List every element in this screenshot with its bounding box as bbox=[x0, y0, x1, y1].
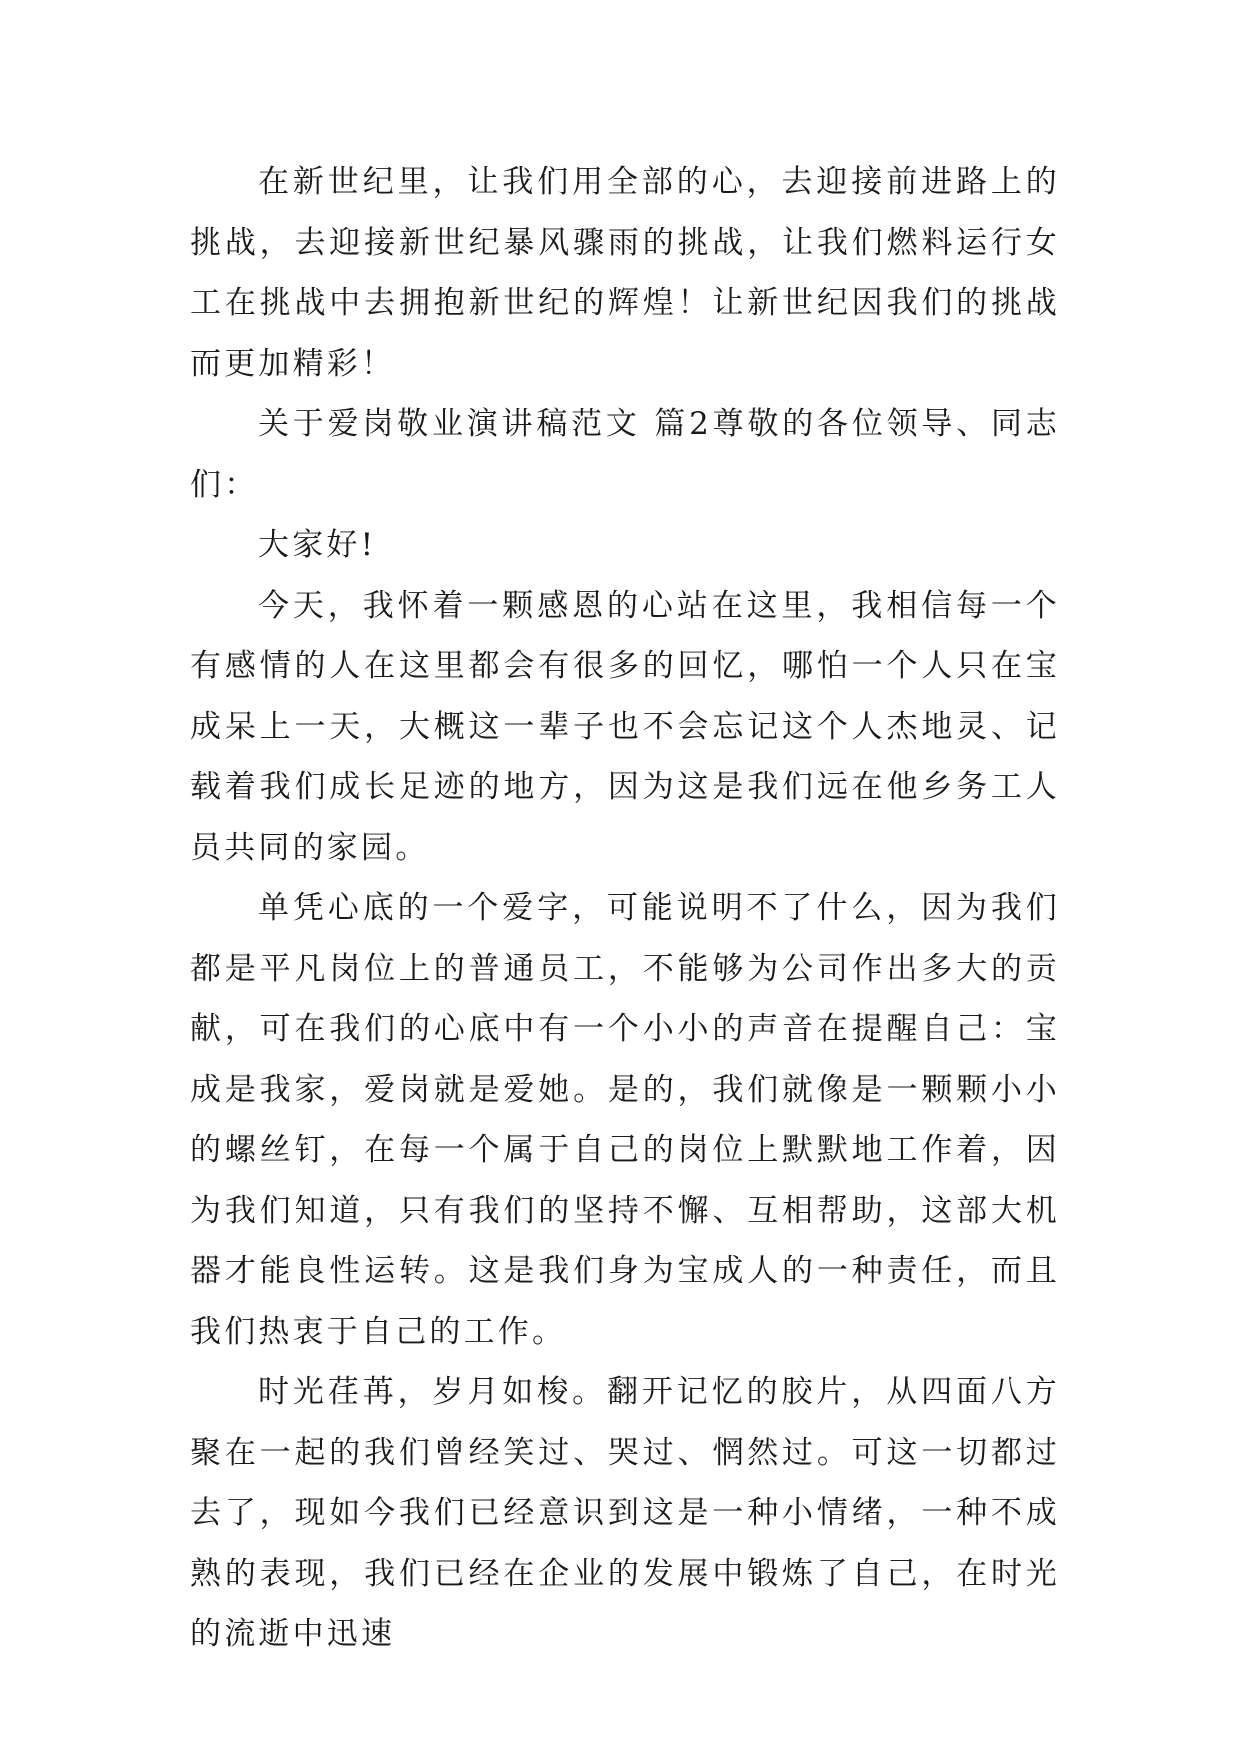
paragraph-5: 单凭心底的一个爱字，可能说明不了什么，因为我们都是平凡岗位上的普通员工，不能够为公司作出多大的贡献，可在我们的心底中有一个小小的声音在提醒自己：宝成是我家，爱岗就是爱她。是的，我们就像是一颗颗小小的螺丝钉，在每一个属于自己的岗位上默默地工作着，因为我们知道，只有我们的坚持不懈、互相帮助，这部大机器才能良性运转。这是我们身为宝成人的一种责任，而且我们热衷于自己的工作。 bbox=[190, 890, 1060, 1350]
paragraph-3-greeting: 大家好! bbox=[258, 527, 377, 563]
paragraph-6: 时光荏苒，岁月如梭。翻开记忆的胶片，从四面八方聚在一起的我们曾经笑过、哭过、惘然过。可这一切都过去了，现如今我们已经意识到这是一种小情绪，一种不成熟的表现，我们已经在企业的发展中锻炼了自己，在时光的流逝中迅速 bbox=[190, 1374, 1060, 1652]
paragraph-1: 在新世纪里，让我们用全部的心，去迎接前进路上的挑战，去迎接新世纪暴风骤雨的挑战，让我们燃料运行女工在挑战中去拥抱新世纪的辉煌！让新世纪因我们的挑战而更加精彩！ bbox=[190, 164, 1060, 382]
paragraph-4: 今天，我怀着一颗感恩的心站在这里，我相信每一个有感情的人在这里都会有很多的回忆，哪怕一个人只在宝成呆上一天，大概这一辈子也不会忘记这个人杰地灵、记载着我们成长足迹的地方，因为这是我们远在他乡务工人员共同的家园。 bbox=[190, 587, 1060, 866]
document-body bbox=[190, 152, 1060, 1665]
paragraph-2-heading: 关于爱岗敬业演讲稿范文 篇2尊敬的各位领导、同志们： bbox=[190, 406, 1060, 503]
